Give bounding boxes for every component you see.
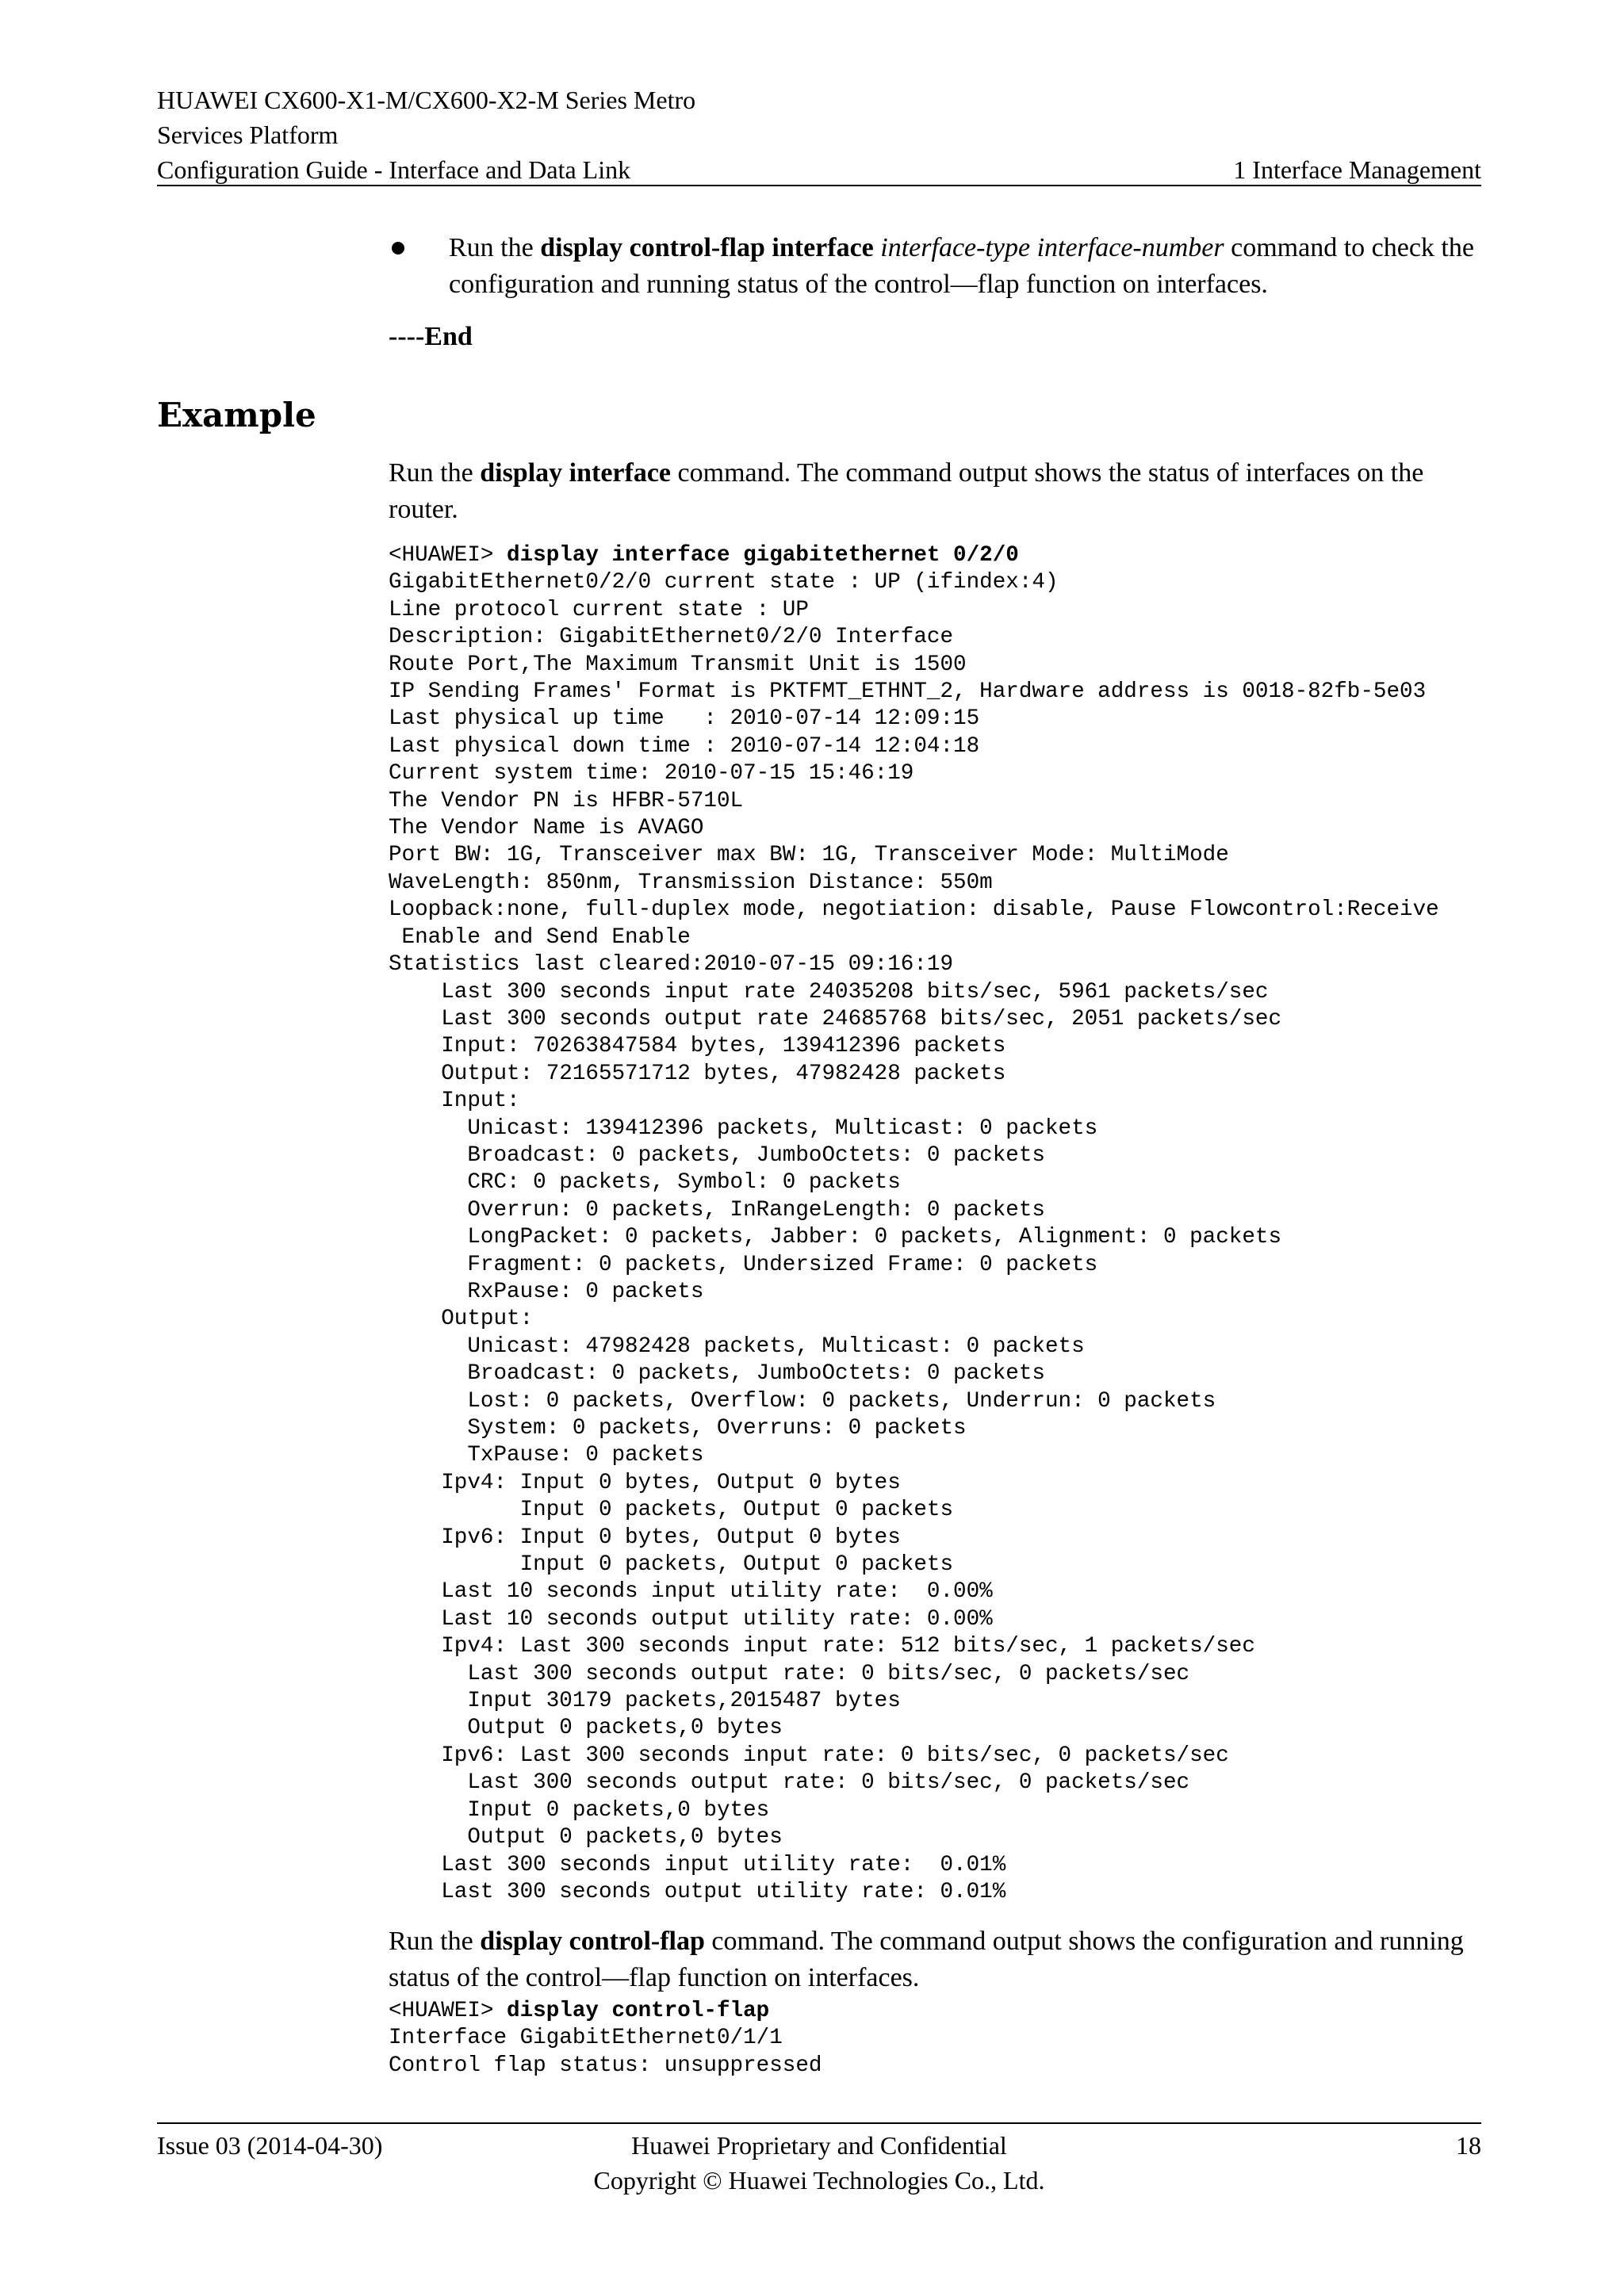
header-divider xyxy=(157,185,1481,186)
example2-pre: Run the xyxy=(389,1927,481,1956)
page-footer xyxy=(157,2128,1481,2198)
example2-command-name: display control-flap xyxy=(480,1927,705,1956)
header-row xyxy=(157,152,1481,187)
example1-code-block xyxy=(389,542,1546,1906)
bullet-command-args: interface-type interface-number xyxy=(880,233,1224,262)
example1-command-name: display interface xyxy=(480,458,672,488)
example2-output: Interface GigabitEthernet0/1/1 Control flap status: unsuppressed xyxy=(389,2026,822,2078)
footer-copyright: Copyright © Huawei Technologies Co., Ltd. xyxy=(593,2166,1045,2195)
bullet-icon xyxy=(389,230,449,266)
end-marker: ----End xyxy=(389,322,473,351)
bullet-text xyxy=(449,230,1481,303)
header-guide-title: Configuration Guide - Interface and Data Link xyxy=(157,155,631,184)
bullet-item xyxy=(389,230,1481,303)
bullet-text-pre: Run the xyxy=(449,233,541,262)
footer-row xyxy=(157,2128,1481,2163)
header-product-line1: HUAWEI CX600-X1-M/CX600-X2-M Series Metro xyxy=(157,86,696,114)
header-product-line2: Services Platform xyxy=(157,121,339,149)
bullet-text-post: command to check the configuration and running status of the control—flap function on interfaces. xyxy=(449,233,1474,299)
section-heading-example: Example xyxy=(157,396,316,434)
bullet-command: display control-flap interface xyxy=(540,233,874,262)
header-chapter-title: 1 Interface Management xyxy=(1233,155,1481,184)
example1-pre: Run the xyxy=(389,458,481,488)
example1-post: command. The command output shows the status of interfaces on the router. xyxy=(389,458,1424,524)
footer-divider xyxy=(157,2122,1481,2124)
example1-output: GigabitEthernet0/2/0 current state : UP (ifindex:4) Line protocol current state : UP Description: GigabitEthernet0/2/0 Interface Route Port,The Maximum Transmit Unit is 1500 IP Sending Frames' Format is PKTFMT_ETHNT_2, Hardware address is 0018-82fb-5e03 Last physical up time : 2010-07-14 12:09:15 Last physical down time : 2010-07-14 12:04:18 Current system time: 2010-07-15 15:46:19 The Vendor PN is HFBR-5710L The Vendor Name is AVAGO Port BW: 1G, Transceiver max BW: 1G, Transceiver Mode: MultiMode WaveLength: 850nm, Transmission Distance: 550m Loopback:none, full-duplex mode, negotiation: disable, Pause Flowcontrol:Receive Enable and Send Enable Statistics last cleared:2010-07-15 09:16:19 Last 300 seconds input rate 24035208 bits/sec, 5961 packets/sec Last 300 seconds output rate 24685768 bits/sec, 2051 packets/sec Input: 70263847584 bytes, 139412396 packets Output: 72165571712 bytes, 47982428 packets Input: Unicast: 139412396 packets, Multicast: 0 packets Broadcast: 0 packets, JumboOctets: 0 packets CRC: 0 packets, Symbol: 0 packets Overrun: 0 packets, InRangeLength: 0 packets LongPacket: 0 packets, Jabber: 0 packets, Alignment: 0 packets Fragment: 0 packets, Undersized Frame: 0 packets RxPause: 0 packets Output: Unicast: 47982428 packets, Multicast: 0 packets Broadcast: 0 packets, JumboOctets: 0 packets Lost: 0 packets, Overflow: 0 packets, Underrun: 0 packets System: 0 packets, Overruns: 0 packets TxPause: 0 packets Ipv4: Input 0 bytes, Output 0 bytes Input 0 packets, Output 0 packets Ipv6: Input 0 bytes, Output 0 bytes Input 0 packets, Output 0 packets Last 10 seconds input utility rate: 0.00% Last 10 seconds output utility rate: 0.00% Ipv4: Last 300 seconds input rate: 512 bits/sec, 1 packets/sec Last 300 seconds output rate: 0 bits/sec, 0 packets/sec Input 30179 packets,2015487 bytes Output 0 packets,0 bytes Ipv6: Last 300 seconds input rate: 0 bits/sec, 0 packets/sec Last 300 seconds output rate: 0 bits/sec, 0 packets/sec Input 0 packets,0 bytes Output 0 packets,0 bytes Last 300 seconds input utility rate: 0.01% Last 300 seconds output utility rate: 0.01% xyxy=(389,570,1439,1904)
example1-description xyxy=(389,455,1481,528)
example2-post: command. The command output shows the configuration and running status of the control—flap function on interfaces. xyxy=(389,1927,1464,1992)
example2-command: display control-flap xyxy=(507,1999,770,2023)
footer-page-number: 18 xyxy=(1456,2131,1481,2160)
example2-prompt: <HUAWEI> xyxy=(389,1999,508,2023)
example1-command: display interface gigabitethernet 0/2/0 xyxy=(507,543,1019,568)
example1-prompt: <HUAWEI> xyxy=(389,543,508,568)
footer-confidential: Huawei Proprietary and Confidential xyxy=(631,2131,1007,2160)
example2-code-block xyxy=(389,1998,1481,2080)
footer-issue: Issue 03 (2014-04-30) xyxy=(157,2131,383,2160)
step-content xyxy=(389,230,1481,355)
example2-description xyxy=(389,1923,1481,1996)
page-header xyxy=(157,82,1481,187)
